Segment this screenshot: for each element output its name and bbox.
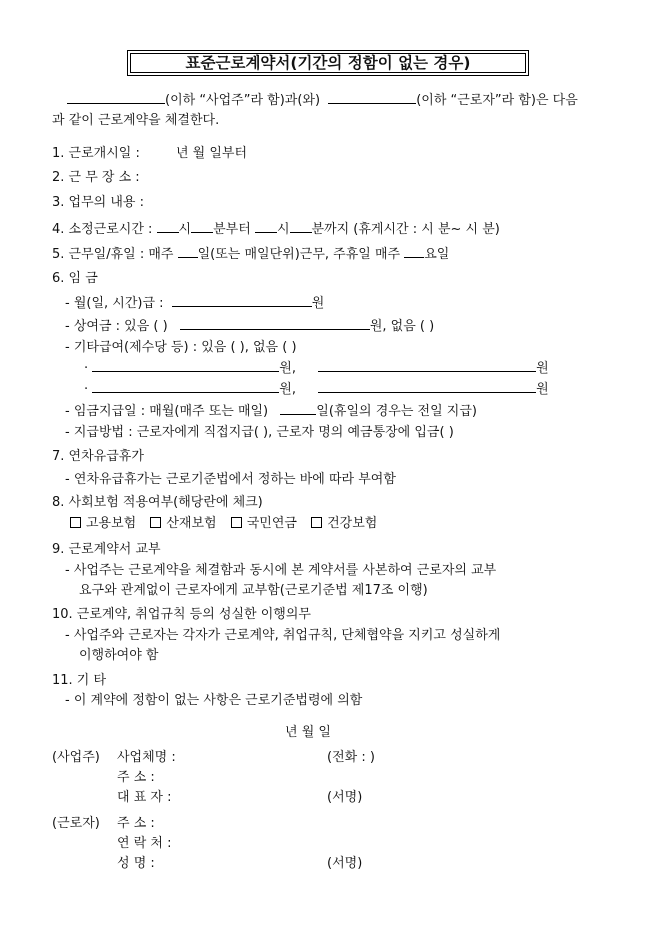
item-1 xyxy=(52,145,247,163)
allowance-2-blank[interactable] xyxy=(318,358,536,372)
wage-blank[interactable] xyxy=(172,293,312,307)
item-9: 9. 근로계약서 교부 xyxy=(52,542,161,557)
intro-line-1 xyxy=(67,90,578,110)
item-1-date: 년 월 일부터 xyxy=(175,146,248,161)
intro-line-2: 과 같이 근로계약을 체결한다. xyxy=(52,113,220,128)
item-10-2: 이행하여야 함 xyxy=(79,648,159,663)
item-6-4 xyxy=(65,401,477,421)
start-minute-blank[interactable] xyxy=(191,219,213,233)
item-1-label: 1. 근로개시일 : xyxy=(52,146,140,161)
item-4-until: 분까지 (휴게시간 : 시 분~ 시 분) xyxy=(311,222,500,237)
national-pension-label: 국민연금 xyxy=(246,516,297,531)
intro-part2: (이하 “근로자”라 함)은 다음 xyxy=(416,93,578,108)
start-hour-blank[interactable] xyxy=(157,219,179,233)
won: 원 xyxy=(536,361,549,376)
ceo-label: 대 표 자 : xyxy=(117,790,172,805)
allowance-row-2 xyxy=(84,379,549,399)
item-9-2: 요구와 관계없이 근로자에게 교부함(근로기준법 제17조 이행) xyxy=(79,583,428,598)
payday-note: 일(휴일의 경우는 전일 지급) xyxy=(316,404,477,419)
allowance-1-blank[interactable] xyxy=(92,358,279,372)
item-4-from: 분부터 xyxy=(213,222,251,237)
bonus-blank[interactable] xyxy=(180,316,370,330)
wage-label: - 월(일, 시간)급 : xyxy=(65,296,164,311)
item-7-1: - 연차유급휴가는 근로기준법에서 정하는 바에 따라 부여함 xyxy=(65,472,396,487)
item-6-1 xyxy=(65,293,324,313)
item-5 xyxy=(52,244,449,264)
item-2: 2. 근 무 장 소 : xyxy=(52,170,140,185)
won-comma: 원, xyxy=(279,382,296,397)
industrial-accident-label: 산재보험 xyxy=(166,516,217,531)
health-insurance-checkbox[interactable] xyxy=(311,517,322,528)
won: 원 xyxy=(536,382,549,397)
item-3: 3. 업무의 내용 : xyxy=(52,195,144,210)
employer-tag: (사업주) xyxy=(52,750,100,765)
item-8: 8. 사회보험 적용여부(해당란에 체크) xyxy=(52,495,263,510)
item-9-1: - 사업주는 근로계약을 체결함과 동시에 본 계약서를 사본하여 근로자의 교부 xyxy=(65,563,497,578)
worker-contact-label: 연 락 처 : xyxy=(117,836,172,851)
item-5-label: 5. 근무일/휴일 : 매주 xyxy=(52,247,174,262)
national-pension-checkbox[interactable] xyxy=(231,517,242,528)
item-5-mid: 일(또는 매일단위)근무, 주휴일 매주 xyxy=(197,247,401,262)
dot: · xyxy=(84,361,89,376)
intro-part1: (이하 “사업주”라 함)과(와) xyxy=(165,93,321,108)
dot: · xyxy=(84,382,89,397)
item-4 xyxy=(52,219,500,239)
end-minute-blank[interactable] xyxy=(290,219,312,233)
item-10: 10. 근로계약, 취업규칙 등의 성실한 이행의무 xyxy=(52,607,311,622)
company-label: 사업체명 : xyxy=(117,750,176,765)
allowance-row-1 xyxy=(84,358,549,378)
item-11: 11. 기 타 xyxy=(52,673,107,688)
sign-date: 년 월 일 xyxy=(285,725,331,740)
worker-blank[interactable] xyxy=(328,90,416,104)
end-hour-blank[interactable] xyxy=(255,219,277,233)
wage-unit: 원 xyxy=(311,296,325,311)
item-7: 7. 연차유급휴가 xyxy=(52,449,144,464)
employer-signature[interactable]: (서명) xyxy=(327,790,363,805)
item-6: 6. 임 금 xyxy=(52,271,98,286)
bonus-label: - 상여금 : 있음 ( ) xyxy=(65,319,168,334)
insurance-options xyxy=(70,515,377,533)
item-4-label: 4. 소정근로시간 : xyxy=(52,222,153,237)
worker-address-label: 주 소 : xyxy=(117,816,155,831)
item-6-3: - 기타급여(제수당 등) : 있음 ( ), 없음 ( ) xyxy=(65,340,297,355)
worker-tag: (근로자) xyxy=(52,816,100,831)
industrial-accident-checkbox[interactable] xyxy=(150,517,161,528)
bonus-none: 원, 없음 ( ) xyxy=(369,319,435,334)
employment-insurance-checkbox[interactable] xyxy=(70,517,81,528)
worker-signature[interactable]: (서명) xyxy=(327,856,363,871)
item-5-day: 요일 xyxy=(424,247,450,262)
holiday-blank[interactable] xyxy=(404,244,424,258)
allowance-4-blank[interactable] xyxy=(318,379,536,393)
employer-address-label: 주 소 : xyxy=(117,770,155,785)
item-11-1: - 이 계약에 정함이 없는 사항은 근로기준법령에 의함 xyxy=(65,693,363,708)
item-4-hour: 시 xyxy=(178,222,192,237)
item-10-1: - 사업주와 근로자는 각자가 근로계약, 취업규칙, 단체협약을 지키고 성실하게 xyxy=(65,628,501,643)
worker-name-label: 성 명 : xyxy=(117,856,155,871)
won-comma: 원, xyxy=(279,361,296,376)
employment-insurance-label: 고용보험 xyxy=(86,516,137,531)
employer-blank[interactable] xyxy=(67,90,165,104)
document-title: 표준근로계약서(기간의 정함이 없는 경우) xyxy=(130,53,526,73)
allowance-3-blank[interactable] xyxy=(92,379,279,393)
phone-label: (전화 : ) xyxy=(327,750,375,765)
item-6-2 xyxy=(65,316,434,336)
payday-blank[interactable] xyxy=(280,401,316,415)
health-insurance-label: 건강보험 xyxy=(327,516,378,531)
workdays-blank[interactable] xyxy=(178,244,198,258)
title-box xyxy=(127,50,529,76)
item-6-5: - 지급방법 : 근로자에게 직접지급( ), 근로자 명의 예금통장에 입금( ) xyxy=(65,425,454,440)
item-4-hour2: 시 xyxy=(276,222,290,237)
payday-label: - 임금지급일 : 매월(매주 또는 매일) xyxy=(65,404,269,419)
